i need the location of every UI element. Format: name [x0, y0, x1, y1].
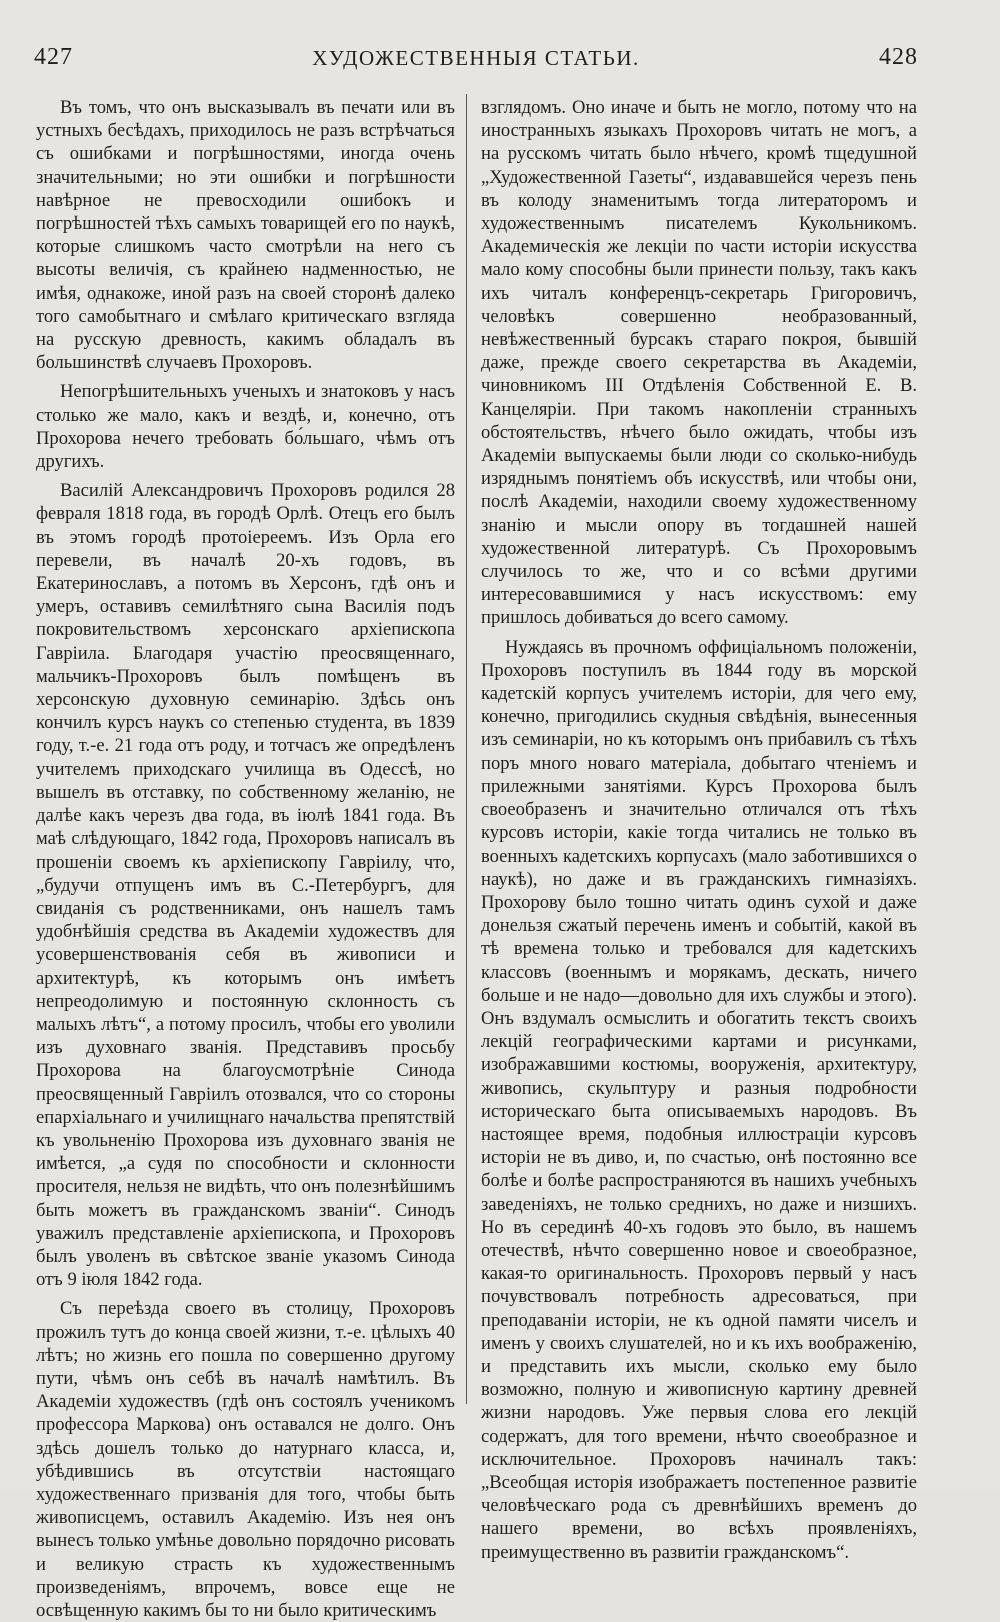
- paragraph: взглядомъ. Оно иначе и быть не могло, потому что на иностранныхъ языкахъ Прохоровъ читать не могъ, а на русскомъ читать было нѣчего, кромѣ тщедушной „Художественной Газеты“, издававшейся черезъ пень въ колоду знаменитымъ тогда литераторомъ и художественнымъ писателемъ Кукольникомъ. Академическія же лекціи по части исторіи искусства мало кому способны были принести пользу, такъ какъ ихъ читалъ конференцъ-секретарь Григоровичъ, человѣкъ совершенно необразованный, невѣжественный бурсакъ стараго покроя, бывшій даже, прежде своего секретарства въ Академіи, чиновникомъ III Отдѣленія Собственной Е. В. Канцеляріи. При такомъ накопленіи странныхъ обстоятельствъ, нѣчего было ожидать, чтобы изъ Академіи выпускаемы были люди со сколько-нибудь изряднымъ понятіемъ объ искусствѣ, или чтобы они, послѣ Академіи, находили своему художественному знанію и мысли опору въ тогдашней нашей художественной литературѣ. Съ Прохоровымъ случилось то же, что и со всѣми другими интересовавшимися у насъ искусствомъ: ему пришлось добиваться до всего самому.: [481, 97, 917, 629]
- page-number-left: 427: [34, 44, 73, 70]
- paragraph: Василій Александровичъ Прохоровъ родился 28 февраля 1818 года, въ городѣ Орлѣ. Отецъ его былъ въ этомъ городѣ протоіереемъ. Изъ Орла его перевели, въ началѣ 20-хъ годовъ, въ Екатеринославъ, а потомъ въ Херсонъ, гдѣ онъ и умеръ, оставивъ семилѣтняго сына Василія подъ покровительствомъ херсонскаго архіепископа Гавріила. Благодаря участію преосвященнаго, мальчикъ-Прохоровъ былъ помѣщенъ въ херсонскую духовную семинарію. Здѣсь онъ кончилъ курсъ наукъ со степенью студента, въ 1839 году, т.-е. 21 года отъ роду, и тотчасъ же опредѣленъ учителемъ приходскаго училища въ Одессѣ, но вышелъ въ отставку, по собственному желанію, не далѣе какъ черезъ два года, въ іюлѣ 1841 года. Въ маѣ слѣдующаго, 1842 года, Прохоровъ написалъ въ прошеніи своемъ къ архіепископу Гавріилу, что, „будучи отпущенъ имъ въ С.-Петербургъ, для свиданія съ родственниками, онъ нашелъ тамъ удобнѣйшія средства въ Академіи художествъ для усовершенствованія себя въ живописи и архитектурѣ, къ которымъ онъ имѣетъ непреодолимую и постоянную склонность съ малыхъ лѣтъ“, а потому просилъ, чтобы его уволили изъ духовнаго званія. Представивъ просьбу Прохорова на благоусмотрѣніе Синода преосвященный Гавріилъ отозвался, что со стороны епархіальнаго и училищнаго начальства препятствій къ увольненію Прохорова изъ духовнаго званія не имѣется, „а судя по способности и склонности просителя, нельзя не видѣть, что онъ полезнѣйшимъ быть можетъ въ гражданскомъ званіи“. Синодъ уважилъ представленіе архіепископа, и Прохоровъ былъ уволенъ въ свѣтское званіе указомъ Синода отъ 9 іюля 1842 года.: [36, 480, 455, 1291]
- paragraph: Въ томъ, что онъ высказывалъ въ печати или въ устныхъ бесѣдахъ, приходилось не разъ встрѣчаться съ ошибками и погрѣшностями, иногда очень значительными; но эти ошибки и погрѣшности навѣрное не превосходили ошибокъ и погрѣшностей тѣхъ самыхъ товарищей его по наукѣ, которые слишкомъ часто смотрѣли на него съ высоты величія, съ крайнею надменностью, не имѣя, однакоже, иной разъ на своей сторонѣ далеко того самобытнаго и смѣлаго критическаго взгляда на русскую древность, какимъ обладалъ въ большинствѣ случаевъ Прохоровъ.: [36, 97, 455, 374]
- right-column: [481, 96, 917, 1564]
- paragraph: Нуждаясь въ прочномъ оффиціальномъ положеніи, Прохоровъ поступилъ въ 1844 году въ морской кадетскій корпусъ учителемъ исторіи, для чего ему, конечно, пригодились скудныя свѣдѣнія, вынесенныя изъ семинаріи, но къ которымъ онъ прибавилъ съ тѣхъ поръ много новаго матеріала, добытаго чтеніемъ и прилежными занятіями. Курсъ Прохорова былъ своеобразенъ и значительно отличался отъ тѣхъ курсовъ исторіи, какіе тогда читались не только въ военныхъ кадетскихъ корпусахъ (мало заботившихся о наукѣ), но даже и въ гражданскихъ гимназіяхъ. Прохорову было тошно читать одинъ сухой и даже донельзя сжатый перечень именъ и событій, какой въ тѣ времена только и требовался для кадетскихъ классовъ (военнымъ и морякамъ, дескать, ничего больше и не надо—довольно для ихъ службы и этого). Онъ вздумалъ осмыслить и обогатить текстъ своихъ лекцій географическими картами и рисунками, изображавшими костюмы, вооруженія, архитектуру, живопись, скульптуру и разныя подробности историческаго быта описываемыхъ народовъ. Въ настоящее время, подобныя иллюстраціи курсовъ исторіи не въ диво, и, по счастью, онѣ постоянно все болѣе и болѣе распространяются въ нашихъ учебныхъ заведеніяхъ, не только среднихъ, но даже и низшихъ. Но въ серединѣ 40-хъ годовъ это было, въ нашемъ отечествѣ, нѣчто совершенно новое и своеобразное, какая-то оригинальность. Прохоровъ первый у насъ почувствовалъ потребность адресоваться, при преподаваніи исторіи, не къ одной памяти чиселъ и именъ у своихъ слушателей, но и къ ихъ воображенію, и представить ихъ мысли, сколько ему было возможно, полную и живописную картину древней жизни народовъ. Уже первыя слова его лекцій содержатъ, для того времени, нѣчто своеобразное и исключительное. Прохоровъ начиналъ такъ: „Всеобщая исторія изображаетъ постепенное развитіе человѣческаго рода съ древнѣйшихъ временъ до нашего времени, во всѣхъ проявленіяхъ, преимущественно въ развитіи гражданскомъ“.: [481, 636, 917, 1563]
- column-divider: [466, 94, 467, 1404]
- running-title: ХУДОЖЕСТВЕННЫЯ СТАТЬИ.: [312, 46, 640, 70]
- paragraph: Непогрѣшительныхъ ученыхъ и знатоковъ у насъ столько же мало, какъ и вездѣ, и, конечно, отъ Прохорова нечего требовать бо́льшаго, чѣмъ отъ другихъ.: [36, 381, 455, 473]
- page-number-right: 428: [879, 44, 918, 70]
- paragraph: Съ переѣзда своего въ столицу, Прохоровъ прожилъ тутъ до конца своей жизни, т.-е. цѣлыхъ 40 лѣтъ; но жизнь его пошла по совершенно другому пути, чѣмъ онъ себѣ въ началѣ намѣтилъ. Въ Академіи художествъ (гдѣ онъ состоялъ ученикомъ профессора Маркова) онъ оставался не долго. Онъ здѣсь дошелъ только до натурнаго класса, и, убѣдившись въ отсутствіи настоящаго художественнаго призванія для того, чтобы быть живописцемъ, оставилъ Академію. Изъ нея онъ вынесъ только умѣнье довольно порядочно рисовать и великую страсть къ художественнымъ произведеніямъ, впрочемъ, вовсе еще не освѣщенную какимъ бы то ни было критическимъ: [36, 1298, 455, 1621]
- left-column: [36, 96, 455, 1622]
- page-header: [34, 38, 918, 78]
